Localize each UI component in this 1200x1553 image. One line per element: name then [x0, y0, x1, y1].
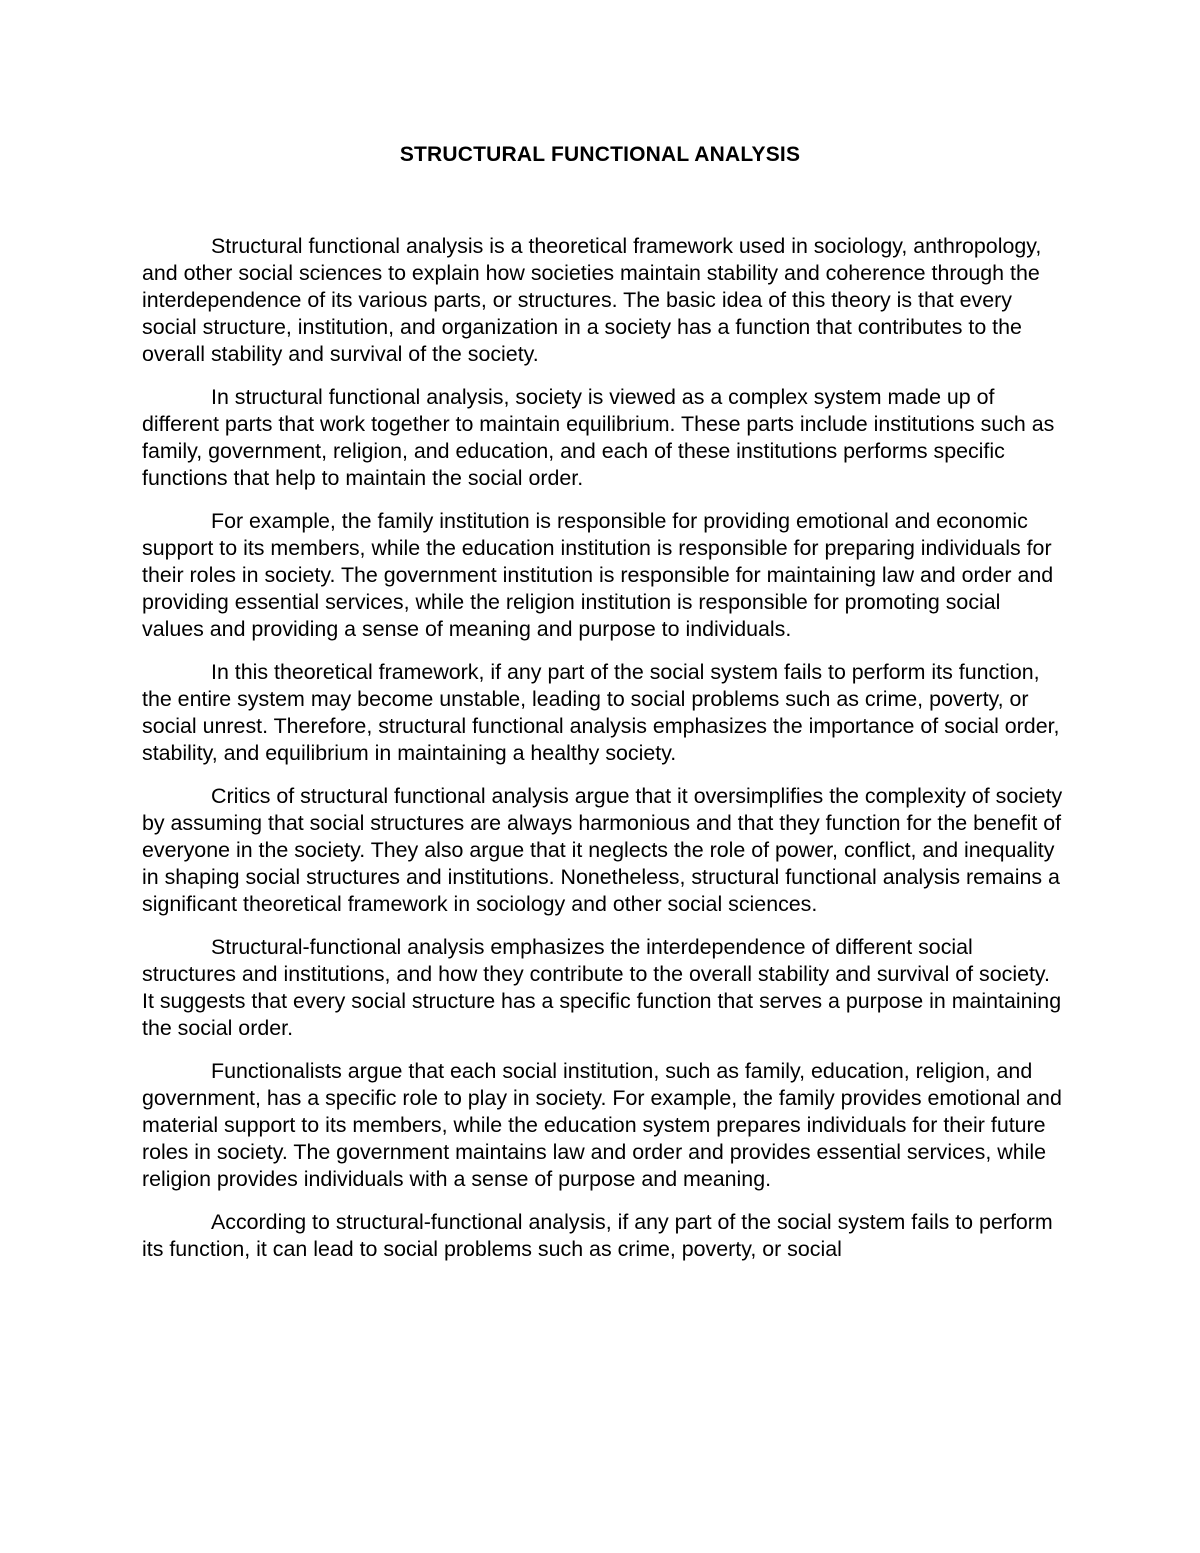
- paragraph-7: Functionalists argue that each social institution, such as family, education, religion, and government, has a specific role to play in society. For example, the family provides emotional and material support to its members, while the education system prepares individuals for their future roles in society. The government maintains law and order and provides essential services, while religion provides individuals with a sense of purpose and meaning.: [142, 1059, 1062, 1191]
- document-title: STRUCTURAL FUNCTIONAL ANALYSIS: [399, 143, 801, 166]
- paragraph-1: Structural functional analysis is a theoretical framework used in sociology, anthropology, and other social sciences to explain how societies maintain stability and coherence through the interdependence of its various parts, or structures. The basic idea of this theory is that every social structure, institution, and organization in a society has a function that contributes to the overall stability and survival of the society.: [142, 234, 1042, 366]
- paragraph-4: In this theoretical framework, if any part of the social system fails to perform its function, the entire system may become unstable, leading to social problems such as crime, poverty, or social unrest. Therefore, structural functional analysis emphasizes the importance of social order, stability, and equilibrium in maintaining a healthy society.: [142, 660, 1060, 765]
- paragraph-8: According to structural-functional analysis, if any part of the social system fails to perform its function, it can lead to social problems such as crime, poverty, or social: [142, 1210, 1053, 1261]
- paragraph-2: In structural functional analysis, society is viewed as a complex system made up of different parts that work together to maintain equilibrium. These parts include institutions such as family, government, religion, and education, and each of these institutions performs specific functions that help to maintain the social order.: [142, 385, 1055, 490]
- document-body: [142, 233, 1066, 1279]
- paragraph-6: Structural-functional analysis emphasizes the interdependence of different social structures and institutions, and how they contribute to the overall stability and survival of society. It suggests that every social structure has a specific function that serves a purpose in maintaining the social order.: [142, 935, 1062, 1040]
- paragraph-5: Critics of structural functional analysis argue that it oversimplifies the complexity of society by assuming that social structures are always harmonious and that they function for the benefit of everyone in the society. They also argue that it neglects the role of power, conflict, and inequality in shaping social structures and institutions. Nonetheless, structural functional analysis remains a significant theoretical framework in sociology and other social sciences.: [142, 784, 1063, 916]
- paragraph-3: For example, the family institution is responsible for providing emotional and economic support to its members, while the education institution is responsible for preparing individuals for their roles in society. The government institution is responsible for maintaining law and order and providing essential services, while the religion institution is responsible for promoting social values and providing a sense of meaning and purpose to individuals.: [142, 509, 1054, 641]
